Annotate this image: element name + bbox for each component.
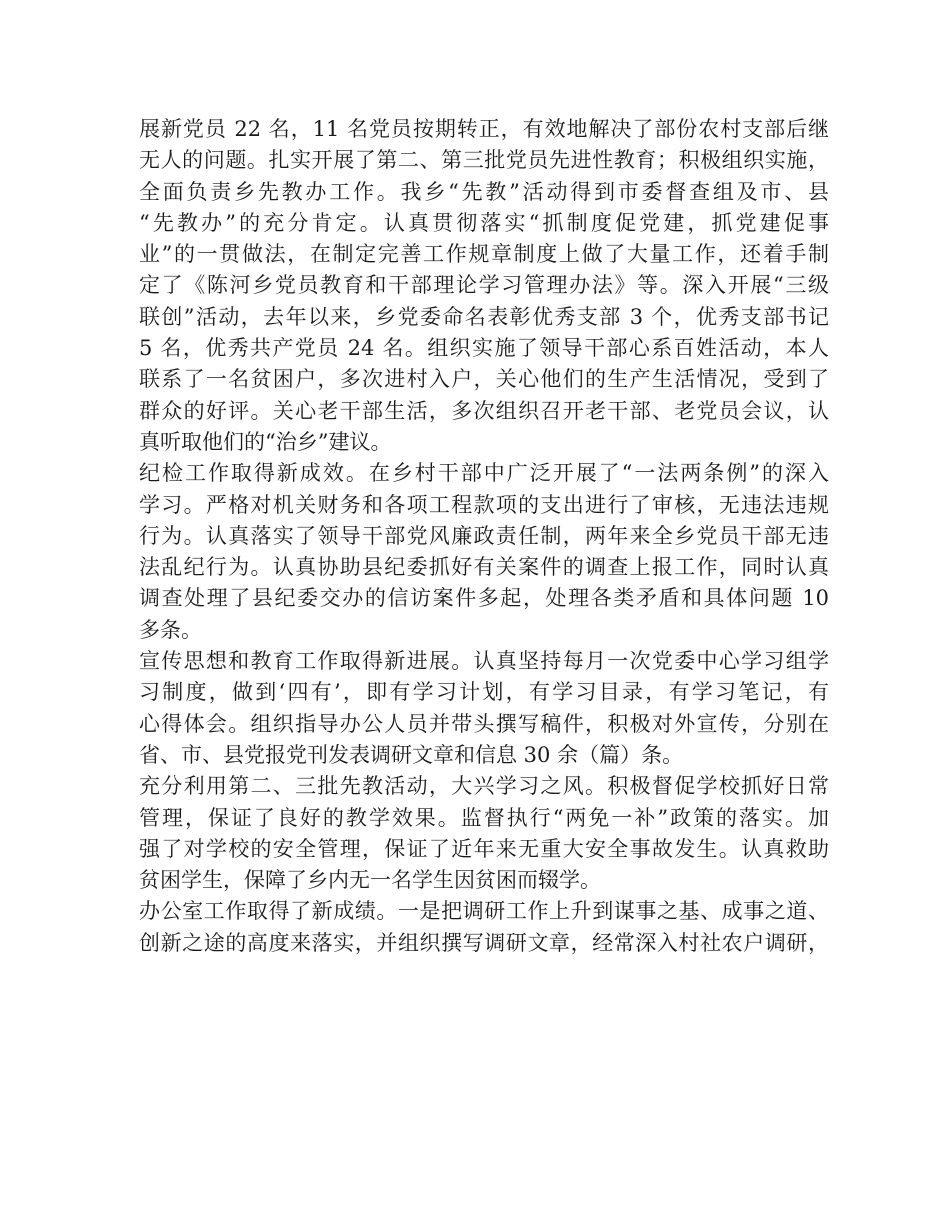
- text-line: 宣传思想和教育工作取得新进展。认真坚持每月一次党委中心学习组学: [139, 649, 829, 674]
- text-line: 无人的问题。扎实开展了第二、第三批党员先进性教育；积极组织实施，: [139, 148, 829, 173]
- text-line: 贫困学生，保障了乡内无一名学生因贫困而辍学。: [139, 868, 601, 893]
- text-line: 多条。: [139, 617, 202, 642]
- text-line: 群众的好评。关心老干部生活，多次组织召开老干部、老党员会议，认: [139, 398, 829, 423]
- text-line: 省、市、县党报党刊发表调研文章和信息 30 余（篇）条。: [139, 742, 684, 767]
- text-line: 习制度，做到‘四有’，即有学习计划，有学习目录，有学习笔记，有: [139, 680, 829, 705]
- text-line: 管理，保证了良好的教学效果。监督执行“两免一补”政策的落实。加: [139, 805, 829, 830]
- text-line: 学习。严格对机关财务和各项工程款项的支出进行了审核，无违法违规: [139, 492, 829, 517]
- text-line: 真听取他们的“治乡”建议。: [139, 429, 392, 454]
- text-line: 法乱纪行为。认真协助县纪委抓好有关案件的调查上报工作，同时认真: [139, 555, 829, 580]
- body-text: [139, 114, 829, 959]
- text-line: 创新之途的高度来落实，并组织撰写调研文章，经常深入村社农户调研，: [139, 930, 829, 955]
- text-line: 充分利用第二、三批先教活动，大兴学习之风。积极督促学校抓好日常: [139, 774, 829, 799]
- text-line: 业”的一贯做法，在制定完善工作规章制度上做了大量工作，还着手制: [139, 242, 829, 267]
- text-line: 联系了一名贫困户，多次进村入户，关心他们的生产生活情况，受到了: [139, 367, 829, 392]
- text-line: 心得体会。组织指导办公人员并带头撰写稿件，积极对外宣传，分别在: [139, 711, 829, 736]
- text-line: 展新党员 22 名，11 名党员按期转正，有效地解决了部份农村支部后继: [139, 117, 829, 141]
- text-line: 5 名，优秀共产党员 24 名。组织实施了领导干部心系百姓活动，本人: [139, 336, 829, 361]
- text-line: 强了对学校的安全管理，保证了近年来无重大安全事故发生。认真救助: [139, 836, 829, 861]
- text-line: 行为。认真落实了领导干部党风廉政责任制，两年来全乡党员干部无违: [139, 523, 829, 548]
- text-line: 全面负责乡先教办工作。我乡“先教”活动得到市委督查组及市、县: [139, 179, 829, 204]
- text-line: “先教办”的充分肯定。认真贯彻落实“抓制度促党建，抓党建促事: [139, 210, 829, 235]
- text-line: 联创”活动，去年以来，乡党委命名表彰优秀支部 3 个，优秀支部书记: [139, 304, 829, 329]
- text-line: 定了《陈河乡党员教育和干部理论学习管理办法》等。深入开展“三级: [139, 273, 829, 298]
- text-line: 办公室工作取得了新成绩。一是把调研工作上升到谋事之基、成事之道、: [139, 899, 829, 924]
- text-line: 纪检工作取得新成效。在乡村干部中广泛开展了“一法两条例”的深入: [139, 461, 829, 486]
- text-line: 调查处理了县纪委交办的信访案件多起，处理各类矛盾和具体问题 10: [139, 586, 829, 611]
